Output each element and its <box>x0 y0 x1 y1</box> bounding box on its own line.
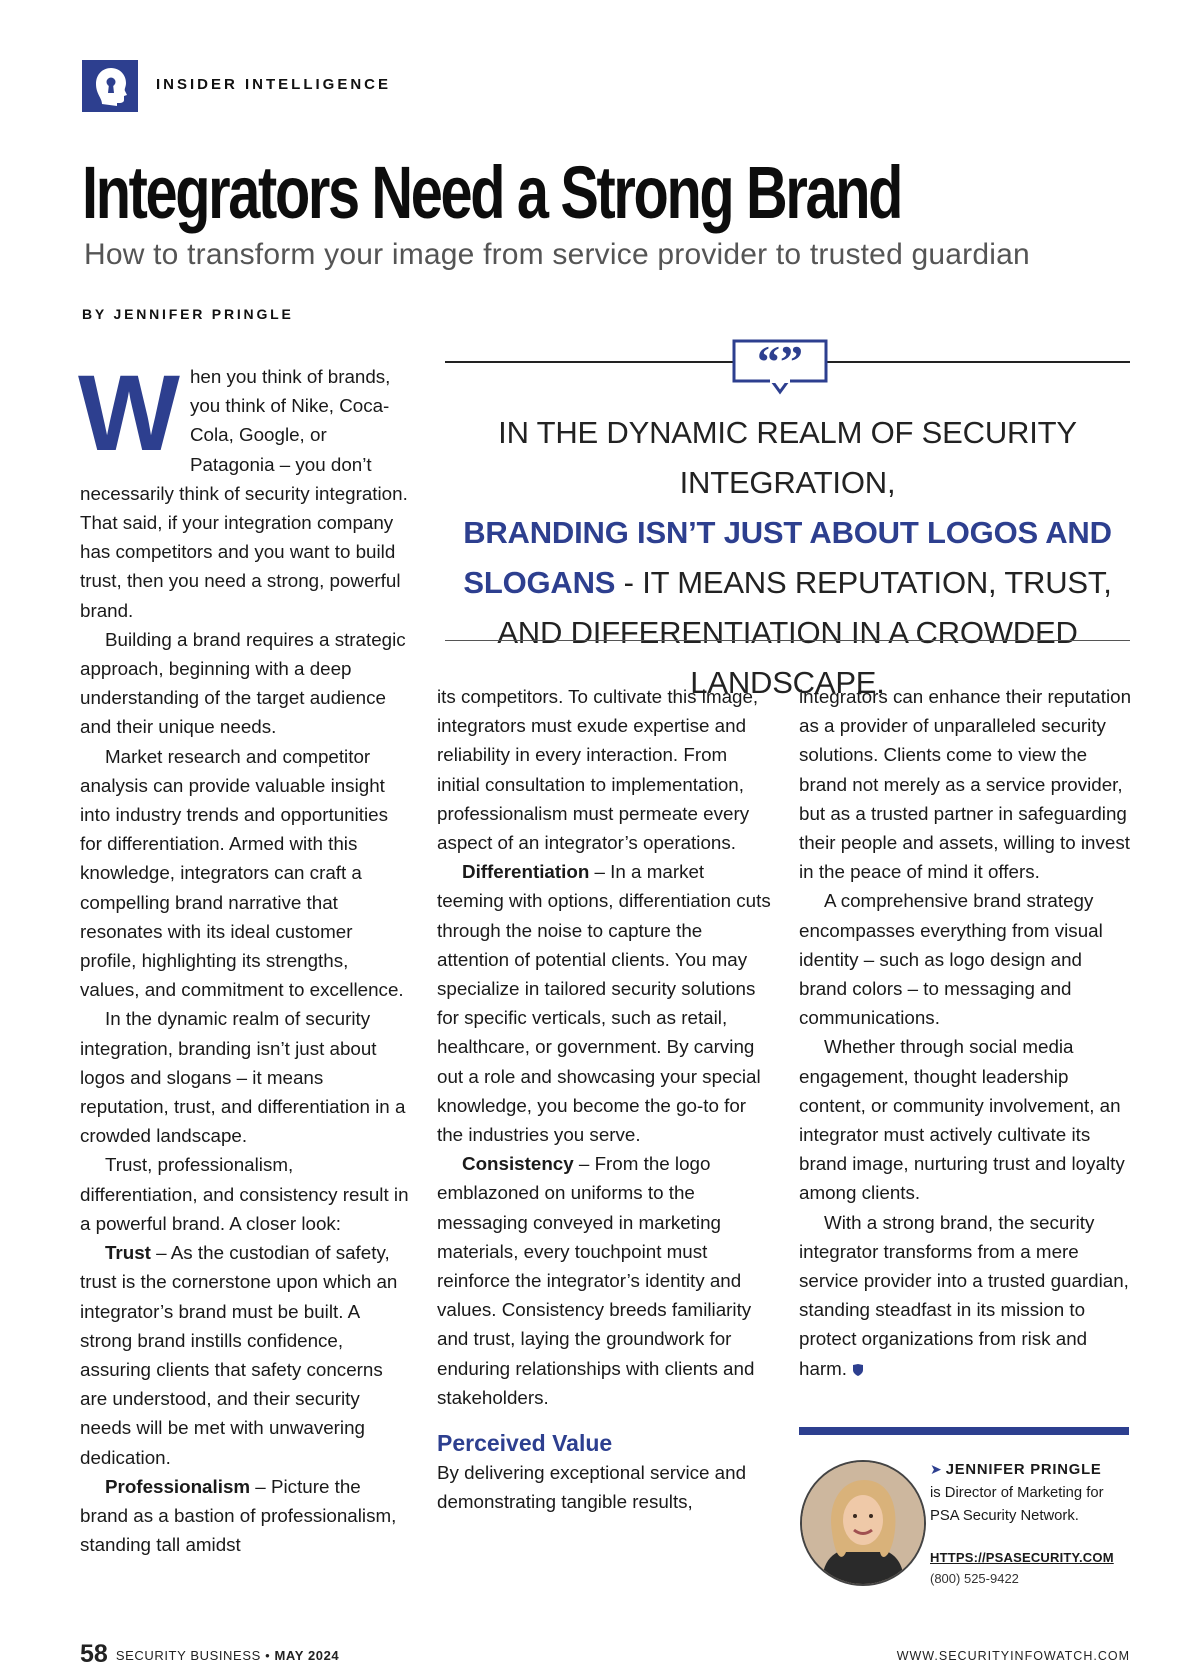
paragraph <box>80 1238 410 1472</box>
pullquote <box>445 408 1130 708</box>
website-url[interactable]: WWW.SECURITYINFOWATCH.COM <box>896 1649 1130 1663</box>
pullquote-highlight: BRANDING ISN’T JUST ABOUT LOGOS AND SLOGANS <box>463 515 1112 600</box>
paragraph <box>80 1472 410 1560</box>
dropcap: W <box>78 352 180 473</box>
publication-name: SECURITY BUSINESS <box>115 1648 261 1663</box>
paragraph <box>78 352 410 625</box>
term-label: Trust <box>105 1242 151 1264</box>
paragraph <box>437 1149 772 1412</box>
term-text: – As the custodian of safety, trust is the cornerstone upon which an integrator’s brand must be built. A strong brand instills confidence, assuring clients that safety concerns are understood, and their security needs will be met with unwavering dedication. <box>80 1242 398 1468</box>
pullquote-rule-bottom <box>445 640 1130 641</box>
article-column-3 <box>799 682 1135 1383</box>
article-subtitle: How to transform your image from service provider to trusted guardian <box>84 238 1030 271</box>
paragraph: Building a brand requires a strategic approach, beginning with a deep understanding of the target audience and their unique needs. <box>80 628 406 738</box>
term-text: – In a market teeming with options, differentiation cuts through the noise to capture the attention of potential clients. You may specialize in tailored security solutions for specific verticals, such as retail, healthcare, or government. By carving out a role and showcasing your special knowledge, you become the go-to for the industries you serve. <box>437 861 771 1146</box>
author-bio <box>930 1458 1135 1589</box>
keyhole-head-icon <box>82 60 138 112</box>
author-name: JENNIFER PRINGLE <box>945 1462 1102 1478</box>
term-label: Consistency <box>462 1153 574 1175</box>
article-column-1 <box>78 352 410 1559</box>
paragraph: integrators can enhance their reputation as a provider of unparalleled security solutions. Clients come to view the brand not merely as a service provider, but as a trusted partner in safeguarding their people and assets, willing to invest in the peace of mind it offers. <box>799 686 1132 883</box>
bio-rule <box>799 1427 1129 1435</box>
paragraph: Trust, professionalism, differentiation, and consistency result in a powerful brand. A closer look: <box>80 1154 409 1234</box>
paragraph-text: With a strong brand, the security integrator transforms from a mere service provider into a trusted guardian, standing steadfast in its mission to protect organizations from risk and harm. <box>799 1211 1129 1379</box>
article-column-2 <box>437 682 772 1516</box>
section-kicker: INSIDER INTELLIGENCE <box>156 76 392 93</box>
paragraph-text: hen you think of brands, you think of Nike, Coca-Cola, Google, or Patagonia – you don’t necessarily think of security integration. That said, if your integration company has competitors and you want to build trust, then you need a strong, powerful brand. <box>80 366 408 621</box>
pullquote-line1: IN THE DYNAMIC REALM OF SECURITY INTEGRATION, <box>498 415 1077 500</box>
subhead: Perceived Value <box>437 1430 613 1457</box>
paragraph: A comprehensive brand strategy encompasses everything from visual identity – such as logo design and brand colors – to messaging and communications. <box>799 890 1103 1029</box>
paragraph: By delivering exceptional service and demonstrating tangible results, <box>437 1462 747 1513</box>
svg-text:“”: “” <box>757 337 803 387</box>
term-text: – From the logo emblazoned on uniforms to the messaging conveyed in marketing materials, every touchpoint must reinforce the integrator’s identity and values. Consistency breeds familiarity and trust, laying the groundwork for enduring relationships with clients and stakeholders. <box>437 1153 755 1408</box>
term-text: – Picture the brand as a bastion of professionalism, standing tall amidst <box>80 1475 397 1556</box>
author-role: is Director of Marketing for PSA Security Network. <box>930 1485 1104 1524</box>
section-logo <box>82 60 138 112</box>
author-photo <box>800 1460 926 1586</box>
paragraph <box>799 1208 1135 1383</box>
paragraph: Whether through social media engagement, thought leadership content, or community involvement, an integrator must actively cultivate its brand image, nurturing trust and loyalty among clients. <box>799 1036 1125 1204</box>
byline: BY JENNIFER PRINGLE <box>82 306 294 322</box>
issue-date: MAY 2024 <box>274 1648 340 1663</box>
article-title: Integrators Need a Strong Brand <box>82 151 902 234</box>
quote-bubble-icon <box>730 337 830 397</box>
author-phone: (800) 525-9422 <box>930 1571 1019 1586</box>
pullquote-line3: - IT MEANS REPUTATION, TRUST, AND DIFFERENTIATION IN A CROWDED LANDSCAPE. <box>497 565 1112 700</box>
paragraph: its competitors. To cultivate this image, integrators must exude expertise and reliability in every interaction. From initial consultation to implementation, professionalism must permeate every aspect of an integrator’s operations. <box>437 686 759 854</box>
paragraph <box>437 857 772 1149</box>
paragraph: Market research and competitor analysis can provide valuable insight into industry trends and opportunities for differentiation. Armed with this knowledge, integrators can craft a compelling brand narrative that resonates with its ideal customer profile, highlighting its strengths, values, and commitment to excellence. <box>80 745 404 1001</box>
term-label: Differentiation <box>462 861 590 883</box>
folio <box>80 1640 339 1669</box>
page-number: 58 <box>80 1640 108 1668</box>
end-shield-icon <box>853 1364 863 1376</box>
chevron-right-icon: ➤ <box>930 1461 942 1477</box>
term-label: Professionalism <box>105 1475 251 1497</box>
paragraph: In the dynamic realm of security integration, branding isn’t just about logos and slogans – it means reputation, trust, and differentiation in a crowded landscape. <box>80 1008 406 1147</box>
author-url-link[interactable]: HTTPS://PSASECURITY.COM <box>930 1550 1114 1565</box>
folio-separator: • <box>265 1648 271 1663</box>
